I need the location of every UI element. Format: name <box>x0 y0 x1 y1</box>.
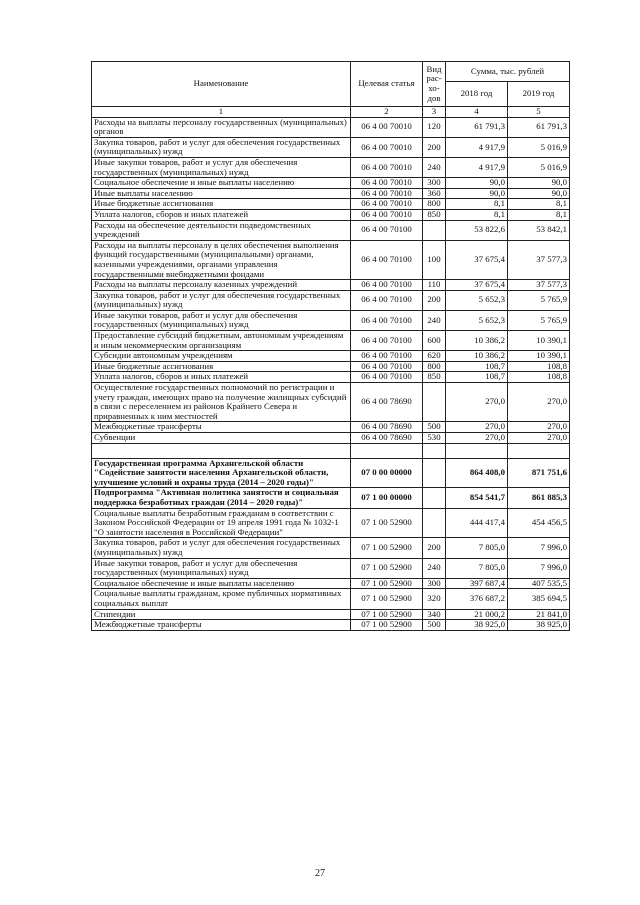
row-name: Межбюджетные трансферты <box>92 620 351 631</box>
expense-type <box>423 458 446 488</box>
expense-type: 320 <box>423 589 446 609</box>
row-name: Расходы на выплаты персоналу государственных (муниципальных) органов <box>92 117 351 137</box>
column-number: 2 <box>351 107 423 118</box>
target-article: 06 4 00 70010 <box>351 188 423 199</box>
column-number: 4 <box>446 107 508 118</box>
target-article: 06 4 00 70100 <box>351 351 423 362</box>
sum-2019: 10 390,1 <box>508 351 570 362</box>
target-article: 06 4 00 70010 <box>351 178 423 189</box>
expense-type: 300 <box>423 178 446 189</box>
row-name: Закупка товаров, работ и услуг для обеспечения государственных (муниципальных) нужд <box>92 538 351 558</box>
header-year-2019: 2019 год <box>508 82 570 107</box>
row-name: Государственная программа Архангельской области "Содействие занятости населения Архангельской области, улучшение условий и охраны труда (2014 – 2020 годы)" <box>92 458 351 488</box>
sum-2018: 270,0 <box>446 422 508 433</box>
sum-2019: 90,0 <box>508 178 570 189</box>
table-row <box>92 578 570 589</box>
target-article: 07 1 00 52900 <box>351 538 423 558</box>
row-name: Расходы на выплаты персоналу в целях обеспечения выполнения функций государственными (муниципальными) органами, казенными учреждениями, органами управления государственными внебюджетными фондами <box>92 240 351 279</box>
expense-type: 600 <box>423 331 446 351</box>
table-row <box>92 433 570 444</box>
table-row <box>92 240 570 279</box>
expense-type: 360 <box>423 188 446 199</box>
table-row <box>92 558 570 578</box>
target-article: 06 4 00 78690 <box>351 433 423 444</box>
target-article: 06 4 00 70100 <box>351 331 423 351</box>
sum-2018: 8,1 <box>446 199 508 210</box>
header-code: Целевая статья <box>351 62 423 107</box>
sum-2018: 444 417,4 <box>446 508 508 538</box>
sum-2018: 61 791,3 <box>446 117 508 137</box>
target-article <box>351 443 423 458</box>
row-name: Уплата налогов, сборов и иных платежей <box>92 209 351 220</box>
table-row <box>92 178 570 189</box>
target-article: 06 4 00 70010 <box>351 117 423 137</box>
table-row <box>92 280 570 291</box>
header-name: Наименование <box>92 62 351 107</box>
sum-2018: 21 000,2 <box>446 609 508 620</box>
table-row <box>92 589 570 609</box>
row-name: Расходы на обеспечение деятельности подведомственных учреждений <box>92 220 351 240</box>
target-article: 06 4 00 70100 <box>351 240 423 279</box>
sum-2019: 5 765,9 <box>508 310 570 330</box>
sum-2019: 861 885,3 <box>508 488 570 508</box>
column-number: 3 <box>423 107 446 118</box>
expense-type: 620 <box>423 351 446 362</box>
sum-2019: 108,8 <box>508 361 570 372</box>
table-row <box>92 458 570 488</box>
sum-2019: 53 842,1 <box>508 220 570 240</box>
sum-2019: 454 456,5 <box>508 508 570 538</box>
row-name: Иные закупки товаров, работ и услуг для обеспечения государственных (муниципальных) нужд <box>92 310 351 330</box>
expense-type: 200 <box>423 290 446 310</box>
sum-2018: 270,0 <box>446 433 508 444</box>
expense-type <box>423 383 446 422</box>
sum-2018: 864 408,0 <box>446 458 508 488</box>
row-name: Социальные выплаты гражданам, кроме публичных нормативных социальных выплат <box>92 589 351 609</box>
sum-2019: 21 841,0 <box>508 609 570 620</box>
sum-2018: 38 925,0 <box>446 620 508 631</box>
target-article: 06 4 00 70100 <box>351 220 423 240</box>
table-row <box>92 488 570 508</box>
expense-type: 120 <box>423 117 446 137</box>
expense-type: 500 <box>423 422 446 433</box>
target-article: 07 0 00 00000 <box>351 458 423 488</box>
sum-2019: 270,0 <box>508 422 570 433</box>
sum-2018: 37 675,4 <box>446 240 508 279</box>
expense-type: 300 <box>423 578 446 589</box>
expense-type: 240 <box>423 558 446 578</box>
target-article: 06 4 00 70010 <box>351 157 423 177</box>
table-row <box>92 290 570 310</box>
row-name: Стипендии <box>92 609 351 620</box>
expense-type: 240 <box>423 157 446 177</box>
sum-2018: 37 675,4 <box>446 280 508 291</box>
row-name: Иные бюджетные ассигнования <box>92 199 351 210</box>
sum-2019: 37 577,3 <box>508 280 570 291</box>
row-name: Осуществление государственных полномочий по регистрации и учету граждан, имеющих право на получение жилищных субсидий в связи с переселением из районов Крайнего Севера и приравненных к ним местностей <box>92 383 351 422</box>
target-article: 07 1 00 52900 <box>351 578 423 589</box>
expense-type: 850 <box>423 372 446 383</box>
target-article: 07 1 00 52900 <box>351 508 423 538</box>
row-name: Иные закупки товаров, работ и услуг для обеспечения государственных (муниципальных) нужд <box>92 157 351 177</box>
sum-2018: 10 386,2 <box>446 331 508 351</box>
row-name: Предоставление субсидий бюджетным, автономным учреждениям и иным некоммерческим организациям <box>92 331 351 351</box>
expense-type: 200 <box>423 137 446 157</box>
target-article: 06 4 00 70010 <box>351 199 423 210</box>
target-article: 06 4 00 70100 <box>351 290 423 310</box>
sum-2018: 854 541,7 <box>446 488 508 508</box>
target-article: 06 4 00 70100 <box>351 280 423 291</box>
column-number: 1 <box>92 107 351 118</box>
target-article: 06 4 00 78690 <box>351 383 423 422</box>
table-row <box>92 351 570 362</box>
table-row <box>92 508 570 538</box>
table-row <box>92 220 570 240</box>
sum-2019: 8,1 <box>508 199 570 210</box>
target-article: 07 1 00 00000 <box>351 488 423 508</box>
expense-type: 800 <box>423 199 446 210</box>
table-row <box>92 372 570 383</box>
target-article: 06 4 00 70010 <box>351 209 423 220</box>
sum-2018: 108,7 <box>446 372 508 383</box>
row-name: Иные бюджетные ассигнования <box>92 361 351 372</box>
sum-2018: 8,1 <box>446 209 508 220</box>
sum-2019: 10 390,1 <box>508 331 570 351</box>
target-article: 06 4 00 78690 <box>351 422 423 433</box>
row-name: Расходы на выплаты персоналу казенных учреждений <box>92 280 351 291</box>
table-body <box>92 117 570 630</box>
sum-2018: 397 687,4 <box>446 578 508 589</box>
row-name: Закупка товаров, работ и услуг для обеспечения государственных (муниципальных) нужд <box>92 137 351 157</box>
expense-type: 340 <box>423 609 446 620</box>
expense-type: 240 <box>423 310 446 330</box>
expense-type <box>423 220 446 240</box>
row-name: Подпрограмма "Активная политика занятости и социальная поддержка безработных граждан (2014 – 2020 годы)" <box>92 488 351 508</box>
sum-2019: 8,1 <box>508 209 570 220</box>
target-article: 06 4 00 70010 <box>351 137 423 157</box>
target-article: 07 1 00 52900 <box>351 609 423 620</box>
sum-2018: 10 386,2 <box>446 351 508 362</box>
sum-2019: 407 535,5 <box>508 578 570 589</box>
table-row <box>92 331 570 351</box>
sum-2018: 5 652,3 <box>446 310 508 330</box>
sum-2019: 270,0 <box>508 433 570 444</box>
sum-2018: 7 805,0 <box>446 538 508 558</box>
expense-type <box>423 508 446 538</box>
expense-type: 800 <box>423 361 446 372</box>
row-name: Уплата налогов, сборов и иных платежей <box>92 372 351 383</box>
row-name: Социальное обеспечение и иные выплаты населению <box>92 578 351 589</box>
row-name: Субсидии автономным учреждениям <box>92 351 351 362</box>
sum-2018: 7 805,0 <box>446 558 508 578</box>
sum-2019 <box>508 443 570 458</box>
table-row <box>92 199 570 210</box>
table-row <box>92 620 570 631</box>
spacer-row <box>92 443 570 458</box>
row-name: Социальное обеспечение и иные выплаты населению <box>92 178 351 189</box>
sum-2019: 7 996,0 <box>508 558 570 578</box>
sum-2018: 90,0 <box>446 188 508 199</box>
header-year-2018: 2018 год <box>446 82 508 107</box>
sum-2018 <box>446 443 508 458</box>
row-name: Иные выплаты населению <box>92 188 351 199</box>
expense-type: 500 <box>423 620 446 631</box>
table-row <box>92 422 570 433</box>
row-name <box>92 443 351 458</box>
sum-2018: 376 687,2 <box>446 589 508 609</box>
expense-type <box>423 488 446 508</box>
header-type: Вид рас-хо-дов <box>423 62 446 107</box>
sum-2019: 5 765,9 <box>508 290 570 310</box>
target-article: 07 1 00 52900 <box>351 620 423 631</box>
header-sum: Сумма, тыс. рублей <box>446 62 570 82</box>
budget-table <box>91 61 570 631</box>
target-article: 06 4 00 70100 <box>351 310 423 330</box>
table-row <box>92 310 570 330</box>
expense-type: 850 <box>423 209 446 220</box>
sum-2019: 270,0 <box>508 383 570 422</box>
table-row <box>92 209 570 220</box>
sum-2019: 5 016,9 <box>508 157 570 177</box>
target-article: 07 1 00 52900 <box>351 558 423 578</box>
sum-2019: 38 925,0 <box>508 620 570 631</box>
sum-2019: 5 016,9 <box>508 137 570 157</box>
table-row <box>92 157 570 177</box>
sum-2019: 871 751,6 <box>508 458 570 488</box>
row-name: Субвенции <box>92 433 351 444</box>
table-row <box>92 188 570 199</box>
table-row <box>92 538 570 558</box>
table-row <box>92 383 570 422</box>
sum-2019: 37 577,3 <box>508 240 570 279</box>
sum-2018: 53 822,6 <box>446 220 508 240</box>
target-article: 06 4 00 70100 <box>351 361 423 372</box>
sum-2018: 108,7 <box>446 361 508 372</box>
sum-2019: 7 996,0 <box>508 538 570 558</box>
column-number: 5 <box>508 107 570 118</box>
sum-2018: 4 917,9 <box>446 137 508 157</box>
row-name: Социальные выплаты безработным гражданам в соответствии с Законом Российской Федерации от 19 апреля 1991 года № 1032-1 "О занятости населения в Российской Федерации" <box>92 508 351 538</box>
row-name: Закупка товаров, работ и услуг для обеспечения государственных (муниципальных) нужд <box>92 290 351 310</box>
row-name: Межбюджетные трансферты <box>92 422 351 433</box>
sum-2018: 270,0 <box>446 383 508 422</box>
expense-type: 110 <box>423 280 446 291</box>
page-number: 27 <box>315 868 325 879</box>
expense-type: 200 <box>423 538 446 558</box>
sum-2019: 90,0 <box>508 188 570 199</box>
sum-2018: 5 652,3 <box>446 290 508 310</box>
table-row <box>92 609 570 620</box>
table-row <box>92 137 570 157</box>
sum-2019: 108,8 <box>508 372 570 383</box>
sum-2019: 61 791,3 <box>508 117 570 137</box>
sum-2018: 4 917,9 <box>446 157 508 177</box>
expense-type: 530 <box>423 433 446 444</box>
target-article: 06 4 00 70100 <box>351 372 423 383</box>
expense-type <box>423 443 446 458</box>
table-row <box>92 117 570 137</box>
target-article: 07 1 00 52900 <box>351 589 423 609</box>
row-name: Иные закупки товаров, работ и услуг для обеспечения государственных (муниципальных) нужд <box>92 558 351 578</box>
expense-type: 100 <box>423 240 446 279</box>
sum-2018: 90,0 <box>446 178 508 189</box>
sum-2019: 385 694,5 <box>508 589 570 609</box>
table-row <box>92 361 570 372</box>
